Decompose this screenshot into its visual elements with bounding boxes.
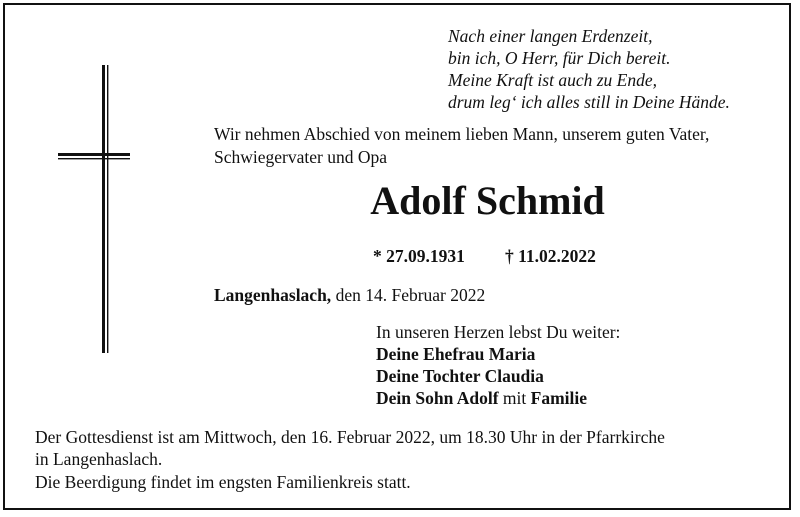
death-date: † 11.02.2022 [505,246,596,266]
mourners-intro: In unseren Herzen lebst Du weiter: [376,322,621,342]
mourner-son-connector: mit [498,388,531,408]
mourner-son-name: Dein Sohn Adolf [376,388,499,408]
poem-line: Nach einer langen Erdenzeit, [448,26,653,46]
service-notice [35,426,665,470]
place-and-date [214,285,485,306]
birth-date: * 27.09.1931 [373,246,465,266]
memorial-poem [448,25,730,113]
intro-line: Schwiegervater und Opa [214,147,387,167]
mourner-wife: Deine Ehefrau Maria [376,344,536,364]
farewell-intro [214,123,774,169]
mourner-son [376,387,620,409]
service-line: in Langenhaslach. [35,449,163,469]
mourner-son-family: Familie [530,388,588,408]
notice-date: den 14. Februar 2022 [331,285,486,305]
poem-line: drum leg‘ ich alles still in Deine Hände. [448,92,730,112]
intro-line: Wir nehmen Abschied von meinem lieben Mann, unserem guten Vater, [214,124,710,144]
burial-notice: Die Beerdigung findet im engsten Familienkreis statt. [35,472,411,492]
poem-line: bin ich, O Herr, für Dich bereit. [448,48,671,68]
mourners-list [376,321,620,409]
poem-line: Meine Kraft ist auch zu Ende, [448,70,658,90]
deceased-name: Adolf Schmid [370,178,605,223]
mourner-daughter: Deine Tochter Claudia [376,366,544,386]
place-name: Langenhaslach, [214,285,332,305]
service-line: Der Gottesdienst ist am Mittwoch, den 16. Februar 2022, um 18.30 Uhr in der Pfarrkirche [35,427,665,447]
